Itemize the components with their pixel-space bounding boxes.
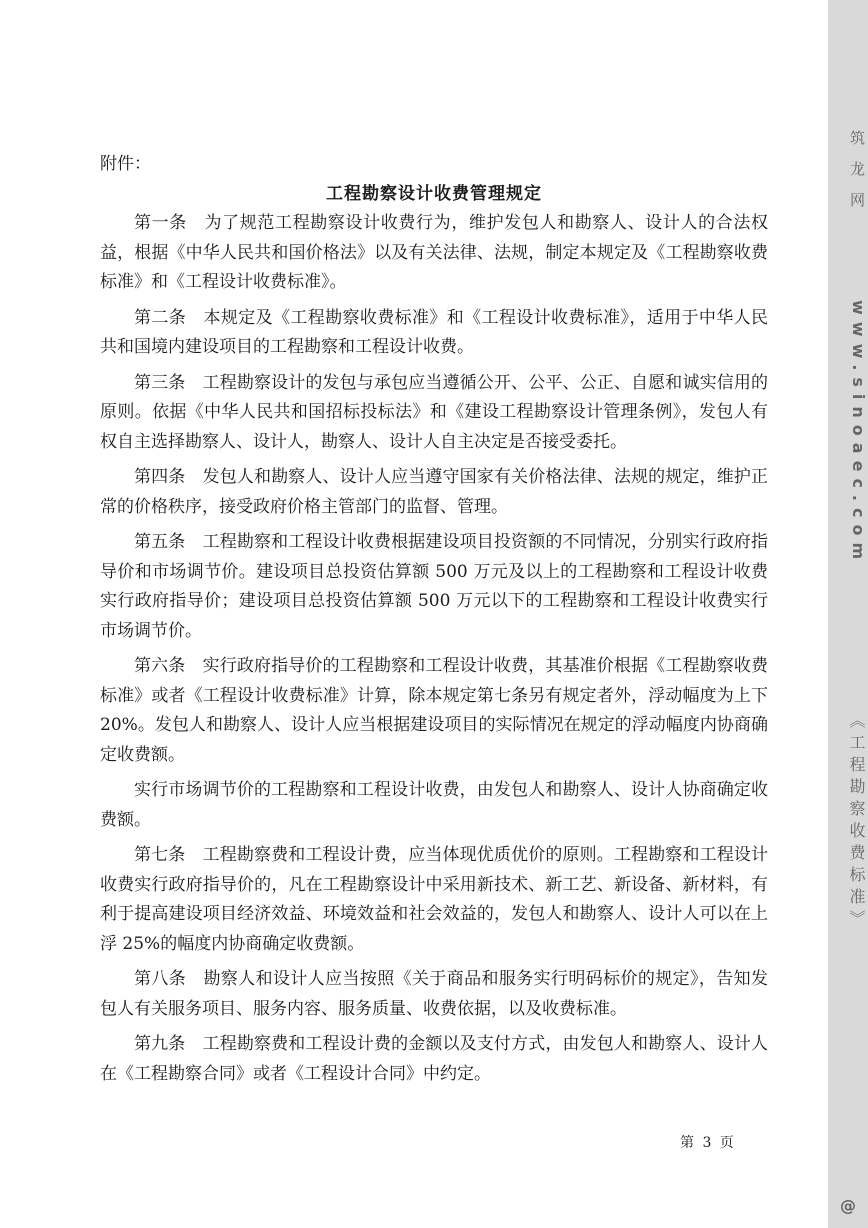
watermark-site-name: 筑龙网 (848, 130, 866, 223)
article-1: 第一条 为了规范工程勘察设计收费行为，维护发包人和勘察人、设计人的合法权益，根据《中华人民共和国价格法》以及有关法律、法规，制定本规定及《工程勘察收费标准》和《工程设计收费标准》。 (100, 213, 768, 292)
article-8: 第八条 勘察人和设计人应当按照《关于商品和服务实行明码标价的规定》，告知发包人有关服务项目、服务内容、服务质量、收费依据，以及收费标准。 (100, 969, 768, 1019)
article-6: 第六条 实行政府指导价的工程勘察和工程设计收费，其基准价根据《工程勘察收费标准》或者《工程设计收费标准》计算，除本规定第七条另有规定者外，浮动幅度为上下 20%。发包人和勘察人、设计人应当根据建设项目的实际情况在规定的浮动幅度内协商确定收费额。 (100, 656, 768, 765)
article-4: 第四条 发包人和勘察人、设计人应当遵守国家有关价格法律、法规的规定，维护正常的价格秩序，接受政府价格主管部门的监督、管理。 (100, 467, 768, 517)
page-number: 第 3 页 (680, 1135, 736, 1151)
article-9: 第九条 工程勘察费和工程设计费的金额以及支付方式，由发包人和勘察人、设计人在《工程勘察合同》或者《工程设计合同》中约定。 (100, 1034, 768, 1084)
attachment-label: 附件： (100, 154, 151, 174)
article-5: 第五条 工程勘察和工程设计收费根据建设项目投资额的不同情况，分别实行政府指导价和市场调节价。建设项目总投资估算额 500 万元及以上的工程勘察和工程设计收费实行政府指导价；建设项目总投资估算额 500 万元以下的工程勘察和工程设计收费实行市场调节价。 (100, 532, 768, 641)
article-7: 第七条 工程勘察费和工程设计费，应当体现优质优价的原则。工程勘察和工程设计收费实行政府指导价的，凡在工程勘察设计中采用新技术、新工艺、新设备、新材料，有利于提高建设项目经济效益、环境效益和社会效益的，发包人和勘察人、设计人可以在上浮 25%的幅度内协商确定收费额。 (100, 845, 768, 954)
at-sign-icon: @ (840, 1196, 856, 1215)
article-6-continued: 实行市场调节价的工程勘察和工程设计收费，由发包人和勘察人、设计人协商确定收费额。 (100, 780, 768, 830)
document-body (100, 150, 768, 1095)
article-2: 第二条 本规定及《工程勘察收费标准》和《工程设计收费标准》，适用于中华人民共和国境内建设项目的工程勘察和工程设计收费。 (100, 307, 768, 357)
document-title: 工程勘察设计收费管理规定 (326, 183, 542, 204)
watermark-url: www.sinoaec.com (849, 300, 868, 567)
article-3: 第三条 工程勘察设计的发包与承包应当遵循公开、公平、公正、自愿和诚实信用的原则。依据《中华人民共和国招标投标法》和《建设工程勘察设计管理条例》，发包人有权自主选择勘察人、设计人，勘察人、设计人自主决定是否接受委托。 (100, 372, 768, 452)
watermark-book-title: 《工程勘察收费标准》 (847, 712, 866, 932)
watermark-sidebar (828, 0, 868, 1228)
